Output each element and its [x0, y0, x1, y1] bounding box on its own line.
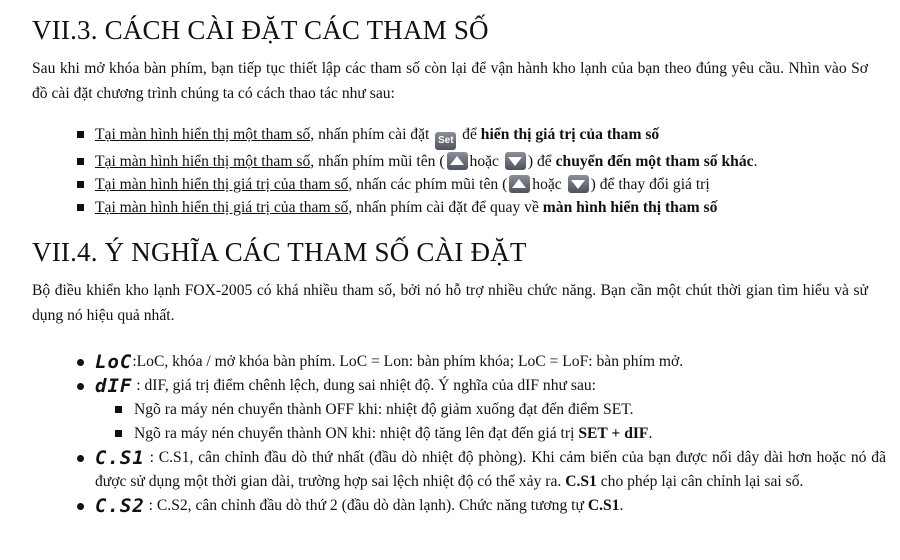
step-context: Tại màn hình hiển thị một tham số [95, 126, 311, 143]
lcd-cs2-icon: C.S2 [95, 495, 145, 517]
section-heading-meaning: VII.4. Ý NGHĨA CÁC THAM SỐ CÀI ĐẶT [32, 237, 527, 267]
step-text: , nhấn các phím mũi tên ( [348, 176, 508, 193]
list-item [77, 173, 900, 196]
step-text: . [753, 153, 758, 170]
lcd-cs1-icon: C.S1 [95, 447, 145, 469]
list-item [115, 398, 886, 422]
list-item [77, 446, 886, 494]
list-item [77, 123, 900, 150]
set-key-icon: Set [435, 132, 456, 150]
step-text: hoặc [469, 153, 499, 170]
arrow-down-key-icon [568, 175, 589, 193]
step-text: ) để [527, 153, 556, 170]
sub-text: . [648, 425, 653, 442]
dif-sub-list [115, 398, 886, 446]
list-item [115, 422, 886, 446]
list-item [77, 350, 886, 374]
lcd-dif-icon: dIF [95, 375, 133, 397]
intro-paragraph-install: Sau khi mở khóa bàn phím, bạn tiếp tục thiết lập các tham số còn lại để vận hành kho lạnh của bạn theo đúng yêu cầu. Nhìn vào Sơ đồ cài đặt chương trình chúng ta có cách thao tác như sau: [32, 60, 868, 102]
param-text: :LoC, khóa / mở khóa bàn phím. LoC = Lon: bàn phím khóa; LoC = LoF: bàn phím mở. [132, 353, 684, 370]
arrow-up-key-icon [509, 175, 530, 193]
sub-text: Ngõ ra máy nén chuyển thành ON khi: nhiệt độ tăng lên đạt đến giá trị [134, 425, 579, 442]
step-emphasis: hiển thị giá trị của tham số [480, 126, 660, 143]
step-text: để [458, 126, 481, 143]
step-emphasis: màn hình hiển thị tham số [542, 199, 718, 216]
step-context: Tại màn hình hiển thị giá trị của tham số [95, 199, 349, 216]
step-text: hoặc [532, 176, 562, 193]
install-steps-list [77, 123, 900, 219]
step-text: , nhấn phím cài đặt [310, 126, 434, 143]
intro-paragraph-meaning: Bộ điều khiển kho lạnh FOX-2005 có khá nhiều tham số, bởi nó hỗ trợ nhiều chức năng. Bạn cần một chút thời gian tìm hiểu và sử dụng nó hiệu quả nhất. [32, 282, 868, 324]
sub-text: Ngõ ra máy nén chuyển thành OFF khi: nhiệt độ giảm xuống đạt đến điểm SET. [134, 401, 634, 418]
param-text: cho phép lại cân chỉnh lại sai số. [596, 473, 804, 490]
param-emphasis: C.S1 [587, 497, 620, 514]
param-text: . [619, 497, 624, 514]
param-text: : C.S2, cân chỉnh đầu dò thứ 2 (đầu dò dàn lạnh). Chức năng tương tự [144, 497, 588, 514]
param-text: : dIF, giá trị điểm chênh lệch, dung sai nhiệt độ. Ý nghĩa của dIF như sau: [132, 377, 596, 394]
sub-emphasis: SET + dIF [578, 425, 649, 442]
arrow-up-key-icon [447, 152, 468, 170]
step-context: Tại màn hình hiển thị giá trị của tham số [95, 176, 349, 193]
param-text: : C.S1, cân chỉnh đầu dò thứ nhất (đầu dò nhiệt độ phòng). Khi cảm biến của bạn được nối dây dài hơn hoặc nó đã được sử dụng một thời gian dài, trường hợp sai lệch nhiệt độ có thể xảy ra. [95, 449, 886, 490]
step-text: , nhấn phím mũi tên ( [310, 153, 445, 170]
list-item [77, 494, 886, 518]
list-item [77, 196, 900, 219]
param-emphasis: C.S1 [565, 473, 597, 490]
step-text: , nhấn phím cài đặt để quay về [348, 199, 543, 216]
lcd-loc-icon: LoC [95, 351, 133, 373]
parameter-list [77, 350, 900, 518]
step-text: ) để thay đổi giá trị [590, 176, 710, 193]
list-item [77, 150, 900, 173]
list-item [77, 374, 886, 446]
section-heading-install: VII.3. CÁCH CÀI ĐẶT CÁC THAM SỐ [32, 15, 489, 45]
arrow-down-key-icon [505, 152, 526, 170]
step-emphasis: chuyển đến một tham số khác [555, 153, 754, 170]
step-context: Tại màn hình hiển thị một tham số [95, 153, 311, 170]
